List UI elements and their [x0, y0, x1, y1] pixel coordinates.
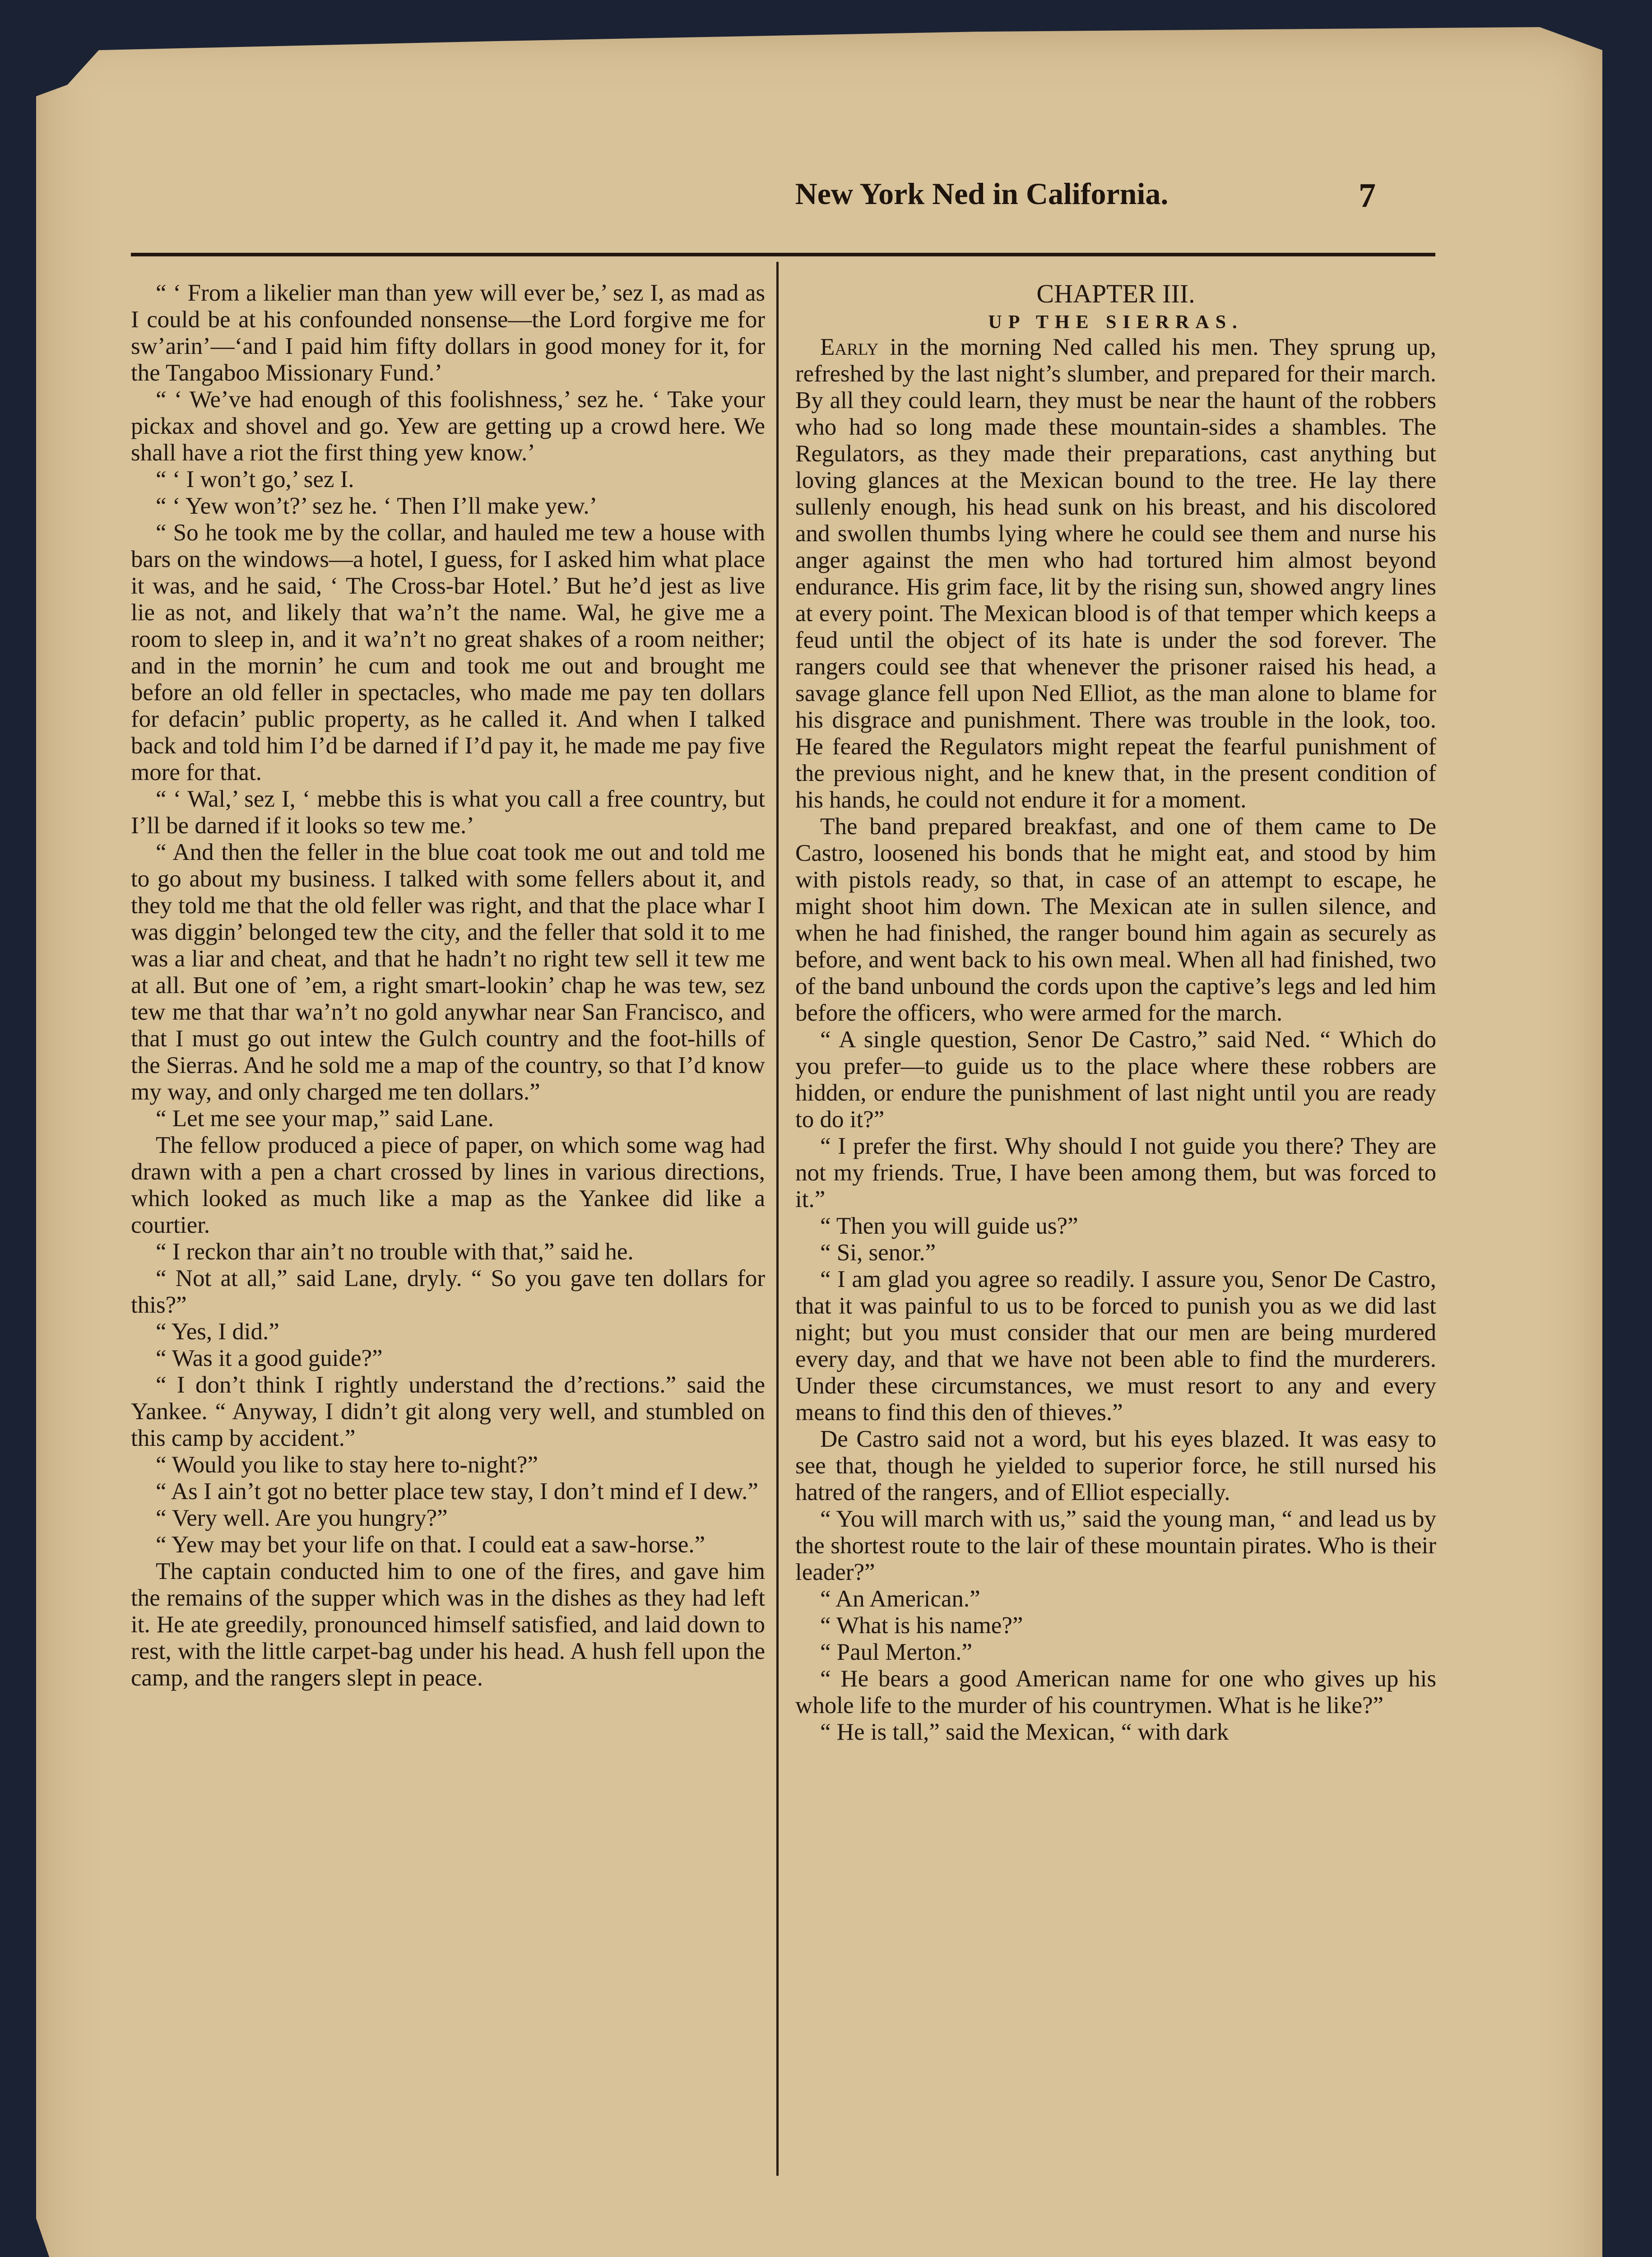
paragraph: “ Very well. Are you hungry?” — [156, 1505, 448, 1531]
opening-text: in the morning Ned called his men. They sprung up, refreshed by the last night’s slumber, and prepared for their march. By all they could learn, they must be near the haunt of the robbers who had so long made these mountain-sides a shambles. The Regulators, as they made their preparations, cast anything but loving glances at the Mexican bound to the tree. He lay there sullenly enough, his head sunk on his breast, and his discolored and swollen thumbs lying where he could see them and nurse his anger against the men who had tortured him almost beyond endurance. His grim face, lit by the rising sun, showed angry lines at every point. The Mexican blood is of that temper which keeps a feud until the object of its hate is under the sod forever. The rangers could see that whenever the prisoner raised his head, a savage glance fell upon Ned Elliot, as the man alone to blame for his disgrace and punishment. There was trouble in the look, too. He feared the Regulators might repeat the fearful punishment of the previous night, and he knew that, in the present condition of his hands, he could not endure it for a moment. — [795, 334, 1436, 813]
paragraph: “ Let me see your map,” said Lane. — [156, 1105, 494, 1132]
paragraph: “ Paul Merton.” — [820, 1639, 973, 1665]
paragraph: “ I don’t think I rightly understand the d’rections.” said the Yankee. “ Anyway, I didn’t git along very well, and stumbled on this camp by accident.” — [131, 1372, 765, 1451]
chapter-title: CHAPTER III. — [1036, 279, 1195, 308]
paragraph: “ And then the feller in the blue coat took me out and told me to go about my business. I talked with some fellers about it, and they told me that the old feller was right, and that the place whar I was diggin’ belonged tew the city, and the feller that sold it to me was a liar and cheat, and that he hadn’t no right tew sell it tew me at all. But one of ’em, a right smart-lookin’ chap he was tew, sez tew me that thar wa’n’t no gold anywhar near San Francisco, and that I must go out intew the Gulch country and the foot-hills of the Sierras. And he sold me a map of the country, so that I’d know my way, and only charged me ten dollars.” — [131, 839, 765, 1105]
running-title: New York Ned in California. — [795, 176, 1169, 211]
paragraph: “ So he took me by the collar, and hauled me tew a house with bars on the windows—a hotel, I guess, for I asked him what place it was, and he said, ‘ The Cross-bar Hotel.’ But he’d jest as live lie as not, and likely that wa’n’t the name. Wal, he give me a room to sleep in, and it wa’n’t no great shakes of a room neither; and in the mornin’ he cum and took me out and brought me before an old feller in spectacles, who made me pay ten dollars for defacin’ public property, as he called it. And when I talked back and told him I’d be darned if I’d pay it, he made me pay five more for that. — [131, 520, 765, 785]
paragraph: The band prepared breakfast, and one of them came to De Castro, loosened his bonds that he might eat, and stood by him with pistols ready, so that, in case of an attempt to escape, he might shoot him down. The Mexican ate in sullen silence, and when he had finished, the ranger bound him again as securely as before, and went back to his own meal. When all had finished, two of the band unbound the cords upon the captive’s legs and led him before the officers, who were armed for the march. — [795, 813, 1436, 1026]
paragraph: “ Yew may bet your life on that. I could eat a saw-horse.” — [156, 1532, 705, 1558]
chapter-opening-paragraph — [795, 334, 1436, 813]
paragraph: “ What is his name?” — [820, 1612, 1023, 1639]
paragraph: De Castro said not a word, but his eyes blazed. It was easy to see that, though he yielded to superior force, he still nursed his hatred of the rangers, and of Elliot especially. — [795, 1426, 1436, 1505]
paragraph: “ ‘ Wal,’ sez I, ‘ mebbe this is what you call a free country, but I’ll be darned if it looks so tew me.’ — [131, 786, 765, 839]
page-header — [478, 176, 1485, 244]
paragraph: “ ‘ Yew won’t?’ sez he. ‘ Then I’ll make yew.’ — [156, 493, 598, 519]
paragraph: “ Then you will guide us?” — [820, 1213, 1078, 1239]
paragraph: “ Was it a good guide?” — [156, 1345, 383, 1371]
paragraph: “ I am glad you agree so readily. I assure you, Senor De Castro, that it was painful to us to be forced to punish you as we did last night; but you must consider that our men are being murdered every day, and that we have not been able to find the murderers. Under these circumstances, we must resort to any and every means to find this den of thieves.” — [795, 1266, 1436, 1426]
paragraph: “ A single question, Senor De Castro,” said Ned. “ Which do you prefer—to guide us to the place where these robbers are hidden, or endure the punishment of last night until you are ready to do it?” — [795, 1026, 1436, 1133]
page-number: 7 — [1359, 176, 1376, 214]
paragraph: “ Would you like to stay here to-night?” — [156, 1452, 538, 1478]
paragraph: “ Yes, I did.” — [156, 1319, 279, 1345]
paragraph: “ Not at all,” said Lane, dryly. “ So you gave ten dollars for this?” — [131, 1265, 765, 1318]
column-divider — [776, 262, 779, 2176]
paragraph: The captain conducted him to one of the fires, and gave him the remains of the supper which was in the dishes as they had left it. He ate greedily, pronounced himself satisfied, and laid down to rest, with the little carpet-bag under his head. A hush fell upon the camp, and the rangers slept in peace. — [131, 1558, 765, 1691]
drop-word: Early — [820, 334, 879, 360]
left-column — [131, 280, 765, 1691]
paragraph: “ He bears a good American name for one who gives up his whole life to the murder of his countrymen. What is he like?” — [795, 1666, 1436, 1718]
chapter-subtitle: UP THE SIERRAS. — [988, 312, 1244, 333]
paragraph: “ I reckon thar ain’t no trouble with that,” said he. — [156, 1239, 634, 1265]
header-rule — [131, 253, 1435, 256]
paragraph: “ You will march with us,” said the young man, “ and lead us by the shortest route to the lair of these mountain pirates. Who is their leader?” — [795, 1506, 1436, 1585]
paragraph: “ An American.” — [820, 1586, 980, 1612]
paragraph: “ He is tall,” said the Mexican, “ with dark — [820, 1719, 1229, 1745]
paragraph: “ ‘ We’ve had enough of this foolishness,’ sez he. ‘ Take your pickax and shovel and go. Yew are getting up a crowd here. We shall have a riot the first thing yew know.’ — [131, 386, 765, 466]
right-column — [795, 280, 1436, 1746]
paragraph: “ Si, senor.” — [820, 1240, 936, 1266]
paragraph: “ As I ain’t got no better place tew stay, I don’t mind ef I dew.” — [156, 1478, 758, 1505]
paragraph: “ ‘ I won’t go,’ sez I. — [156, 466, 354, 492]
paragraph: “ I prefer the first. Why should I not guide you there? They are not my friends. True, I have been among them, but was forced to it.” — [795, 1133, 1436, 1212]
paragraph: “ ‘ From a likelier man than yew will ever be,’ sez I, as mad as I could be at his confounded nonsense—the Lord forgive me for sw’arin’—‘and I paid him fifty dollars in good money for it, for the Tangaboo Missionary Fund.’ — [131, 280, 765, 386]
paragraph: The fellow produced a piece of paper, on which some wag had drawn with a pen a chart crossed by lines in various directions, which looked as much like a map as the Yankee did like a courtier. — [131, 1132, 765, 1238]
